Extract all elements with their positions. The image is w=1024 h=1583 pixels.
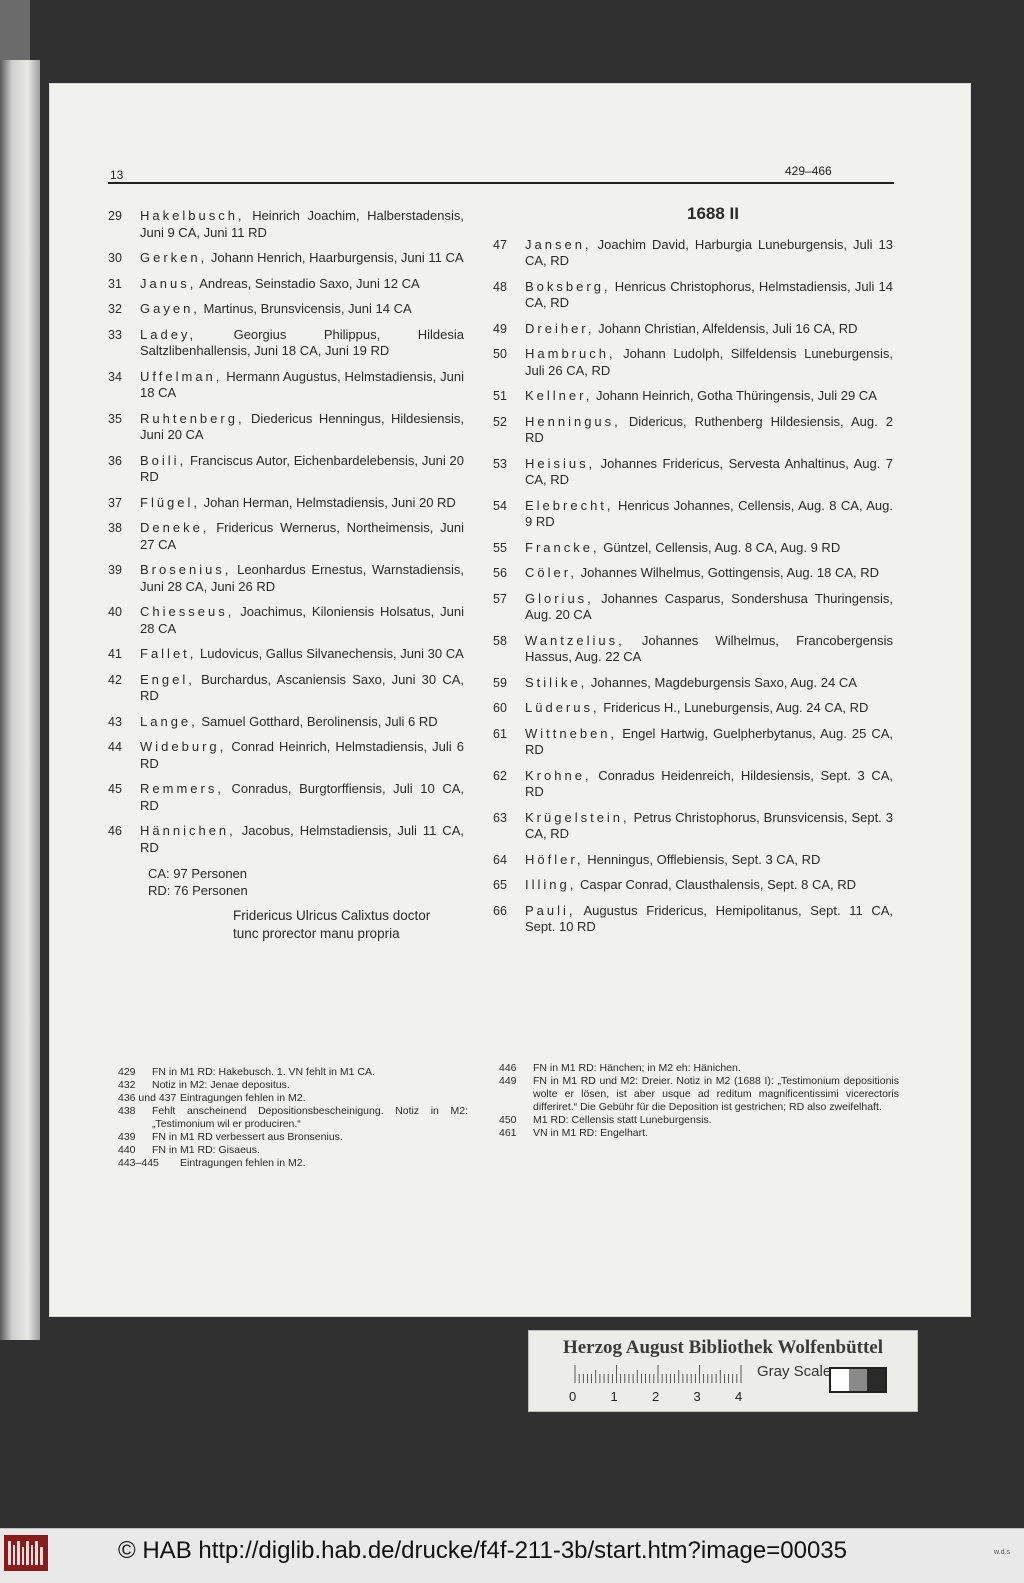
entry-number: 56 [493, 566, 507, 580]
entry-surname: Lüderus, [525, 700, 600, 715]
entry-number: 35 [108, 411, 122, 426]
entry-surname: Hännichen, [140, 823, 236, 838]
register-entry [493, 877, 893, 894]
entry-details: Didericus, Ruthenberg Hildesiensis, Aug. 2 RD [525, 413, 893, 445]
entry-details: Johannes Wilhelmus, Francobergensis Hassus, Aug. 22 CA [525, 632, 893, 664]
entry-surname: Lange, [140, 713, 198, 729]
footnote-text: Eintragungen fehlen in M2. [180, 1157, 306, 1169]
register-entry [493, 346, 893, 379]
entry-surname: Remmers, [140, 781, 224, 796]
entry-details: Georgius Philippus, Hildesia Saltzlibenhallensis, Juni 18 CA, Juni 19 RD [140, 326, 464, 358]
entry-details: Johann Christian, Alfeldensis, Juli 16 CA, RD [598, 320, 858, 336]
entry-details: Henningus, Offlebiensis, Sept. 3 CA, RD [587, 851, 821, 867]
entry-surname: Glorius, [525, 590, 594, 606]
entry-details: Engel Hartwig, Guelpherbytanus, Aug. 25 CA, RD [525, 725, 893, 757]
entry-number: 42 [108, 672, 122, 687]
entry-surname: Flügel, [140, 494, 201, 510]
footnote-text: Notiz in M2: Jenae depositus. [152, 1079, 290, 1091]
ruler-number: 4 [735, 1389, 743, 1404]
entry-number: 58 [493, 633, 507, 648]
prorector-signature [108, 907, 464, 943]
entry-surname: Dreiher, [525, 320, 595, 336]
entry-number: 49 [493, 321, 507, 336]
register-entry [108, 520, 464, 553]
entry-number: 61 [493, 726, 507, 741]
entry-number: 53 [493, 456, 507, 471]
tally-rd: RD: 76 Personen [148, 883, 248, 898]
entry-number: 37 [108, 495, 122, 510]
entry-number: 59 [493, 675, 507, 690]
entry-details: Johann Heinrich, Gotha Thüringensis, Juli 29 CA [596, 388, 877, 403]
register-entry [108, 250, 464, 267]
entry-surname: Uffelman, [140, 368, 223, 384]
entry-surname: Heisius, [525, 455, 596, 471]
entry-surname: Cöler, [525, 565, 577, 580]
register-entry [108, 714, 464, 731]
entry-surname: Jansen, [525, 236, 592, 252]
ruler-number: 1 [610, 1389, 618, 1404]
register-entry [108, 369, 464, 402]
entry-number: 60 [493, 701, 507, 715]
entry-surname: Wideburg, [140, 739, 227, 754]
footnote [118, 1079, 468, 1092]
register-entry [493, 726, 893, 759]
entry-number: 52 [493, 414, 507, 429]
footnote [118, 1105, 468, 1131]
entry-surname: Deneke, [140, 520, 210, 535]
signature-line: Fridericus Ulricus Calixtus doctor [233, 908, 431, 923]
entry-details: Johannes Casparus, Sondershusa Thuringensis, Aug. 20 CA [525, 590, 893, 622]
footnote-text: FN in M1 RD verbessert aus Bronsenius. [152, 1131, 343, 1143]
gray-scale-swatch [829, 1367, 887, 1393]
register-entry [493, 903, 893, 936]
entry-details: Heinrich Joachim, Halberstadensis, Juni 9 CA, Juni 11 RD [140, 208, 464, 240]
footnote-text: Fehlt anscheinend Depositionsbescheinigung. Notiz in M2: „Testimonium wil er produciren.“ [152, 1105, 468, 1130]
entry-details: Fridericus Wernerus, Northeimensis, Juni 27 CA [140, 520, 464, 552]
entry-details: Samuel Gotthard, Berolinensis, Juli 6 RD [201, 713, 438, 729]
footnote-text: FN in M1 RD: Hänchen; in M2 eh: Hänichen. [533, 1062, 741, 1074]
footnote [118, 1131, 468, 1144]
entry-details: Augustus Fridericus, Hemipolitanus, Sept. 11 CA, Sept. 10 RD [525, 902, 893, 934]
entry-number: 40 [108, 605, 122, 619]
gray-scale-card [528, 1330, 918, 1412]
entry-details: Hermann Augustus, Helmstadiensis, Juni 18 CA [140, 368, 464, 400]
entry-details: Conrad Heinrich, Helmstadiensis, Juli 6 RD [140, 739, 464, 771]
register-entry [493, 237, 893, 270]
entry-surname: Ladey, [140, 326, 197, 342]
register-entry [493, 675, 893, 692]
entry-number: 51 [493, 389, 507, 403]
footnote-text: Eintragungen fehlen in M2. [180, 1092, 306, 1104]
entry-details: Caspar Conrad, Clausthalensis, Sept. 8 CA, RD [579, 877, 856, 892]
source-url: © HAB http://diglib.hab.de/drucke/f4f-211-3b/start.htm?image=00035 [118, 1537, 847, 1564]
entry-number: 55 [493, 540, 507, 555]
entry-details: Andreas, Seinstadio Saxo, Juni 12 CA [199, 275, 420, 291]
footnote [118, 1092, 468, 1105]
entry-details: Henricus Johannes, Cellensis, Aug. 8 CA, Aug. 9 RD [525, 497, 894, 529]
entry-number: 57 [493, 591, 507, 606]
gray-scale-label: Gray Scale [757, 1363, 832, 1380]
entry-surname: Kellner, [525, 388, 593, 403]
footnote-text: M1 RD: Cellensis statt Luneburgensis. [533, 1114, 712, 1126]
register-entry [108, 208, 464, 241]
entry-number: 31 [108, 276, 122, 291]
entry-number: 66 [493, 903, 507, 918]
footnote [499, 1062, 899, 1075]
register-entry [493, 852, 893, 869]
register-entry [108, 646, 464, 663]
entry-details: Johann Ludolph, Silfeldensis Luneburgensis, Juli 26 CA, RD [525, 346, 893, 378]
register-entry [108, 562, 464, 595]
footnote-number: 438 [118, 1105, 136, 1117]
entry-surname: Gayen, [140, 301, 200, 316]
entry-number: 33 [108, 327, 122, 342]
entry-surname: Ruhtenberg, [140, 410, 245, 426]
entry-number: 48 [493, 279, 507, 294]
entry-surname: Francke, [525, 539, 600, 555]
footnote-number: 432 [118, 1079, 136, 1091]
entry-details: Petrus Christophorus, Brunsvicensis, Sept. 3 CA, RD [525, 809, 893, 841]
entry-number: 50 [493, 347, 507, 361]
register-entry [493, 768, 893, 801]
entry-number: 36 [108, 453, 122, 468]
footnote-text: FN in M1 RD: Hakebusch. 1. VN fehlt in M1 CA. [152, 1066, 375, 1078]
hab-logo-icon [4, 1535, 48, 1571]
footnote-number: 439 [118, 1131, 136, 1143]
footnote-number: 449 [499, 1075, 517, 1087]
footnotes-right [499, 1062, 899, 1140]
entry-details: Ludovicus, Gallus Silvanechensis, Juni 30 CA [200, 646, 464, 661]
right-column [493, 204, 894, 945]
tally-ca: CA: 97 Personen [148, 866, 248, 881]
entry-surname: Pauli, [525, 902, 576, 918]
footnote [118, 1066, 468, 1079]
ruler-number: 3 [693, 1389, 701, 1404]
footnote [118, 1144, 468, 1157]
entry-number: 34 [108, 369, 122, 384]
entry-surname: Hambruch, [525, 346, 616, 361]
register-entry [108, 276, 464, 293]
footnote-number: 461 [499, 1127, 517, 1139]
entry-details: Joachim David, Harburgia Luneburgensis, Juli 13 CA, RD [525, 236, 893, 268]
register-entry [493, 633, 893, 666]
entry-surname: Krügelstein, [525, 809, 630, 825]
entry-surname: Hakelbusch, [140, 208, 245, 223]
footnote-text: FN in M1 RD und M2: Dreier. Notiz in M2 (1688 I): „Testimonium depositionis wolte er lösen, ist aber usque ad reditum magnificentissimi vicerectoris differiret.“ Die Gebühr für die Deposition ist gestrichen; RD also zweifelhaft. [533, 1075, 899, 1113]
entry-range: 429–466 [785, 164, 832, 178]
entry-number: 29 [108, 209, 122, 223]
register-entry [108, 672, 464, 705]
header-rule [108, 182, 894, 184]
footnote-number: 436 und 437 [118, 1092, 177, 1104]
footnote-text: FN in M1 RD: Gisaeus. [152, 1144, 260, 1156]
entry-surname: Elebrecht, [525, 497, 614, 513]
entry-details: Franciscus Autor, Eichenbardelebensis, Juni 20 RD [140, 452, 464, 484]
register-entry [108, 301, 464, 318]
register-entry [108, 781, 464, 814]
entry-surname: Illing, [525, 877, 577, 892]
entry-details: Johannes Fridericus, Servesta Anhaltinus, Aug. 7 CA, RD [525, 455, 893, 487]
entry-details: Güntzel, Cellensis, Aug. 8 CA, Aug. 9 RD [603, 539, 841, 555]
entry-details: Conradus, Burgtorffiensis, Juli 10 CA, RD [140, 781, 464, 813]
entry-details: Martinus, Brunsvicensis, Juni 14 CA [203, 301, 412, 316]
register-entry [108, 411, 464, 444]
entry-surname: Janus, [140, 275, 197, 291]
register-entry [108, 495, 464, 512]
register-entry [108, 739, 464, 772]
entry-number: 64 [493, 852, 507, 867]
entry-details: Johannes, Magdeburgensis Saxo, Aug. 24 CA [590, 674, 857, 690]
entry-number: 45 [108, 782, 122, 796]
document-page [50, 84, 970, 1316]
library-name: Herzog August Bibliothek Wolfenbüttel [562, 1337, 884, 1358]
footnote [118, 1157, 468, 1170]
entry-surname: Brosenius, [140, 562, 232, 577]
register-entry [108, 453, 464, 486]
entry-details: Conradus Heidenreich, Hildesiensis, Sept. 3 CA, RD [525, 767, 893, 799]
entry-number: 65 [493, 878, 507, 892]
entry-number: 41 [108, 647, 122, 661]
entry-details: Fridericus H., Luneburgensis, Aug. 24 CA, RD [603, 700, 869, 715]
entry-surname: Henningus, [525, 413, 621, 429]
ruler-number: 0 [569, 1389, 577, 1404]
entry-details: Leonhardus Ernestus, Warnstadiensis, Juni 28 CA, Juni 26 RD [140, 562, 464, 594]
register-entry [493, 591, 893, 624]
entry-surname: Wittneben, [525, 725, 618, 741]
register-entry [493, 414, 893, 447]
measurement-ruler [573, 1365, 743, 1383]
register-entry [493, 279, 893, 312]
entry-number: 44 [108, 740, 122, 754]
entry-surname: Krohne, [525, 767, 592, 783]
entry-number: 63 [493, 810, 507, 825]
page-number: 13 [110, 168, 124, 182]
footnote-number: 443–445 [118, 1157, 159, 1169]
entry-number: 47 [493, 237, 507, 252]
entry-details: Henricus Christophorus, Helmstadiensis, Juli 14 CA, RD [525, 278, 893, 310]
signature-line: tunc prorector manu propria [233, 926, 400, 941]
entry-number: 43 [108, 714, 122, 729]
entry-surname: Wantzelius, [525, 632, 625, 648]
entry-details: Burchardus, Ascaniensis Saxo, Juni 30 CA, RD [140, 671, 464, 703]
footnote-number: 446 [499, 1062, 517, 1074]
person-tally [108, 865, 464, 899]
register-entry [108, 604, 464, 637]
entry-number: 54 [493, 498, 507, 513]
register-entry [493, 321, 893, 338]
entry-surname: Engel, [140, 671, 195, 687]
register-entry [493, 540, 893, 557]
footnote-text: VN in M1 RD: Engelhart. [533, 1127, 648, 1139]
register-entry [493, 388, 893, 405]
register-entry [108, 823, 464, 856]
section-heading: 1688 II [687, 204, 739, 223]
register-entry [493, 810, 893, 843]
entry-details: Jacobus, Helmstadiensis, Juli 11 CA, RD [140, 823, 464, 855]
register-entry [108, 327, 464, 360]
ruler-number: 2 [652, 1389, 660, 1404]
entry-surname: Boili, [140, 452, 187, 468]
entry-surname: Chiesseus, [140, 604, 235, 619]
register-entry [493, 700, 893, 717]
entry-number: 30 [108, 251, 122, 265]
footnote-number: 429 [118, 1066, 136, 1078]
entry-number: 39 [108, 563, 122, 577]
entry-surname: Fallet, [140, 646, 197, 661]
footnote-number: 440 [118, 1144, 136, 1156]
entry-number: 38 [108, 521, 122, 535]
entry-number: 62 [493, 768, 507, 783]
left-column [108, 208, 464, 943]
entry-details: Joachimus, Kiloniensis Holsatus, Juni 28 CA [140, 604, 464, 636]
register-entry [493, 498, 893, 531]
entry-surname: Gerken, [140, 250, 208, 265]
footnote-number: 450 [499, 1114, 517, 1126]
footnote [499, 1114, 899, 1127]
entry-details: Johannes Wilhelmus, Gottingensis, Aug. 18 CA, RD [580, 565, 880, 580]
footnote [499, 1127, 899, 1140]
entry-surname: Stilike, [525, 674, 588, 690]
previous-leaf-edge [0, 60, 40, 1340]
register-entry [493, 565, 893, 582]
entry-details: Johann Henrich, Haarburgensis, Juni 11 CA [210, 250, 464, 265]
footer-mark: w.d.s [994, 1549, 1010, 1556]
footnotes-left [118, 1066, 468, 1170]
entry-surname: Höfler, [525, 851, 584, 867]
entry-number: 46 [108, 824, 122, 838]
entry-details: Diedericus Henningus, Hildesiensis, Juni 20 CA [140, 410, 464, 442]
register-entry [493, 456, 893, 489]
entry-surname: Boksberg, [525, 278, 611, 294]
entry-details: Johan Herman, Helmstadiensis, Juni 20 RD [203, 494, 456, 510]
viewer-footer [0, 1528, 1024, 1583]
entry-number: 32 [108, 302, 122, 316]
footnote [499, 1075, 899, 1114]
